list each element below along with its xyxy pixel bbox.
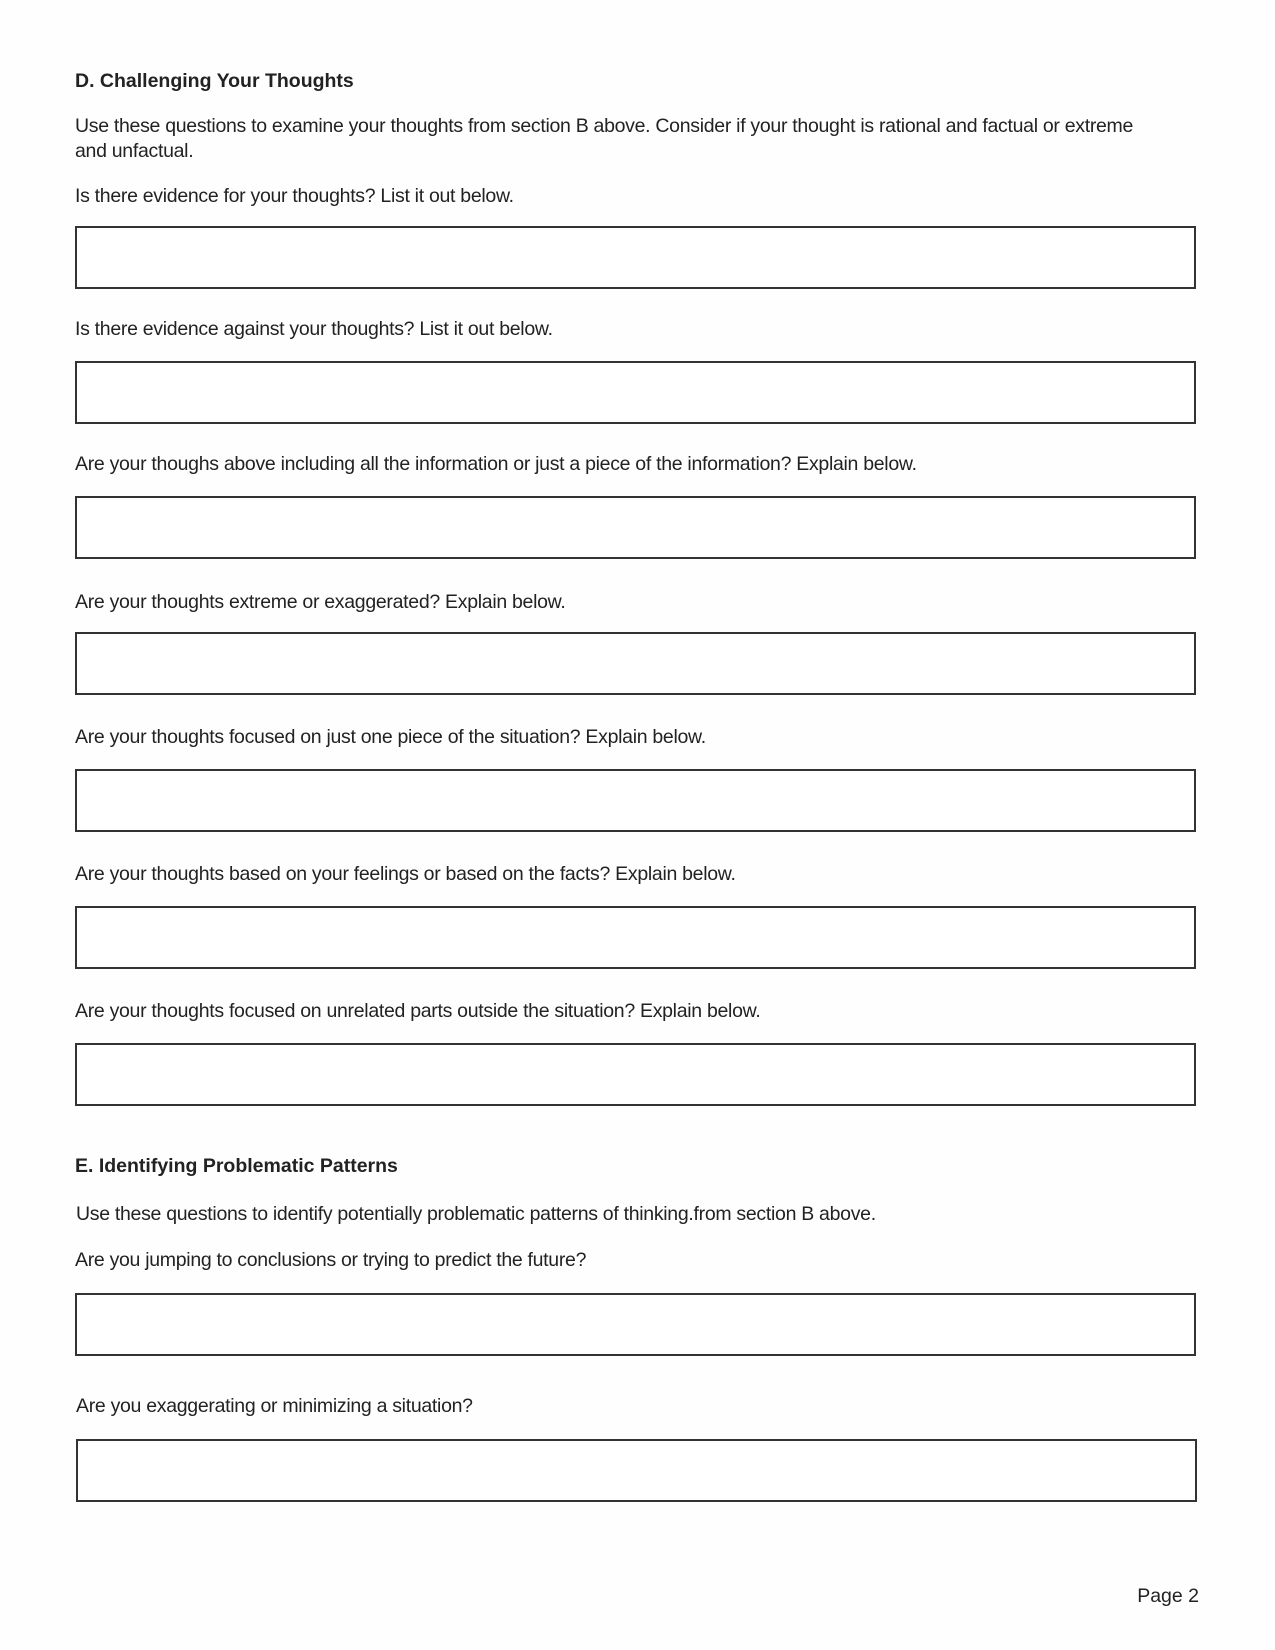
question-label: Are your thoughts focused on just one piece of the situation? Explain below. [75, 726, 706, 748]
question-label: Are your thoughts extreme or exaggerated? Explain below. [75, 591, 566, 613]
answer-field-feelings-facts[interactable] [75, 906, 1196, 969]
section-e-intro: Use these questions to identify potentially problematic patterns of thinking.from section B above. [76, 1203, 876, 1225]
answer-field-evidence-for[interactable] [75, 226, 1196, 289]
answer-field-unrelated-parts[interactable] [75, 1043, 1196, 1106]
answer-field-extreme[interactable] [75, 632, 1196, 695]
section-d-intro-cont: and unfactual. [75, 140, 194, 162]
section-d-heading: D. Challenging Your Thoughts [75, 70, 354, 92]
question-label: Are you jumping to conclusions or trying to predict the future? [75, 1249, 587, 1271]
page-number: Page 2 [1137, 1585, 1199, 1607]
answer-field-evidence-against[interactable] [75, 361, 1196, 424]
question-label: Are your thoughts focused on unrelated parts outside the situation? Explain below. [75, 1000, 761, 1022]
answer-field-one-piece[interactable] [75, 769, 1196, 832]
answer-field-jumping-conclusions[interactable] [75, 1293, 1196, 1356]
question-label: Are you exaggerating or minimizing a situation? [76, 1395, 473, 1417]
answer-field-exaggerating[interactable] [76, 1439, 1197, 1502]
question-label: Are your thoughts based on your feelings or based on the facts? Explain below. [75, 863, 736, 885]
answer-field-all-information[interactable] [75, 496, 1196, 559]
question-label: Is there evidence against your thoughts? List it out below. [75, 318, 553, 340]
question-label: Is there evidence for your thoughts? List it out below. [75, 185, 514, 207]
section-d-intro: Use these questions to examine your thoughts from section B above. Consider if your thought is rational and factual or extreme [75, 115, 1134, 137]
section-e-heading: E. Identifying Problematic Patterns [75, 1155, 398, 1177]
question-label: Are your thoughs above including all the information or just a piece of the information? Explain below. [75, 453, 917, 475]
